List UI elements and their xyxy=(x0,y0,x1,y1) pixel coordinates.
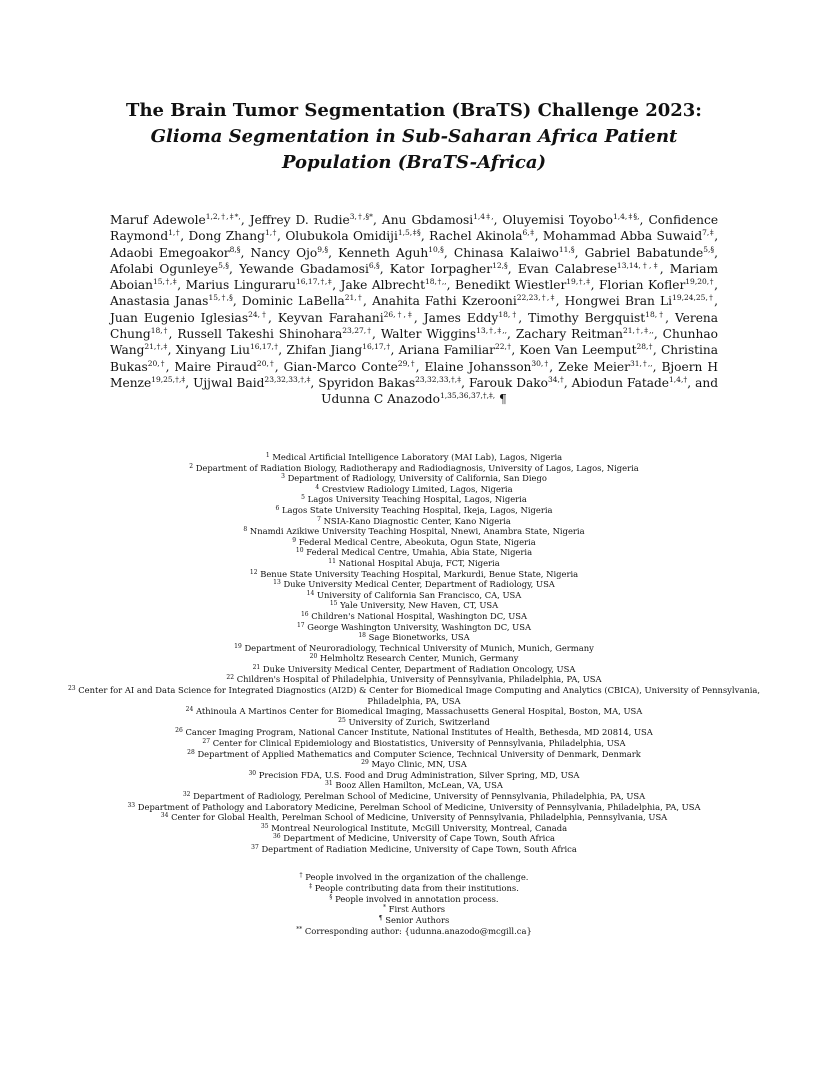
author-affiliation-marks: 16,17,† xyxy=(362,342,391,352)
author-affiliation-marks: 1,4,† xyxy=(669,374,688,384)
affiliation-number: 1 xyxy=(265,452,270,459)
affiliation-item xyxy=(60,674,768,685)
author-affiliation-marks: 18,† xyxy=(498,309,519,319)
author-entry xyxy=(110,246,241,260)
affiliation-number: 3 xyxy=(281,473,285,481)
author-name: Elaine Johansson xyxy=(424,359,532,374)
affiliation-item xyxy=(60,569,768,580)
affiliation-number: 5 xyxy=(301,494,305,502)
author-affiliation-marks: 12,§ xyxy=(492,260,508,270)
affiliation-number: 2 xyxy=(189,462,194,470)
footnote-text: Corresponding author: {udunna.anazodo@mcgill.ca} xyxy=(304,925,532,936)
affiliation-item xyxy=(60,547,768,558)
author-name: Timothy Bergquist xyxy=(528,310,646,325)
affiliation-text: Montreal Neurological Institute, McGill University, Montreal, Canada xyxy=(271,822,568,833)
affiliation-number: 17 xyxy=(296,621,305,629)
author-name: Afolabi Ogunleye xyxy=(110,261,219,276)
affiliation-text: Department of Radiation Medicine, University of Cape Town, South Africa xyxy=(261,843,577,854)
affiliation-item xyxy=(60,473,768,484)
affiliation-number: 13 xyxy=(273,579,281,587)
affiliation-text: George Washington University, Washington DC, USA xyxy=(307,621,531,632)
author-name: Kenneth Aguh xyxy=(338,245,429,260)
author-affiliation-marks: 5,§ xyxy=(218,260,230,270)
author-affiliation-marks: 8,§ xyxy=(229,244,241,254)
author-name: Udunna C Anazodo xyxy=(321,392,440,407)
author-name: Chinasa Kalaiwo xyxy=(453,245,559,260)
affiliation-number: 19 xyxy=(234,642,242,650)
author-entry xyxy=(390,262,508,276)
footnote-item xyxy=(160,915,668,926)
affiliation-item xyxy=(60,611,768,622)
author-entry xyxy=(341,278,447,292)
footnote-mark: ¶ xyxy=(378,915,383,923)
author-entry xyxy=(572,376,688,390)
author-name: James Eddy xyxy=(423,310,499,325)
affiliation-number: 18 xyxy=(358,632,366,640)
affiliation-item xyxy=(60,494,768,505)
footnote-text: First Authors xyxy=(388,904,446,915)
affiliation-list xyxy=(60,452,768,855)
author-affiliation-marks: 1,† xyxy=(264,228,277,238)
affiliation-number: 32 xyxy=(182,791,191,798)
author-entry xyxy=(503,213,640,227)
affiliation-text: Center for Clinical Epidemiology and Biostatistics, University of Pennsylvania, Philadelphia, USA xyxy=(212,738,626,749)
author-entry xyxy=(425,360,550,374)
affiliation-text: Cancer Imaging Program, National Cancer Institute, National Institutes of Health, Bethesda, MD 20814, USA xyxy=(185,727,653,738)
author-affiliation-marks: 6,‡ xyxy=(522,228,535,238)
author-entry xyxy=(382,213,494,227)
affiliation-item xyxy=(60,727,768,738)
author-name: Dong Zhang xyxy=(188,229,265,244)
affiliation-number: 25 xyxy=(338,716,346,724)
author-entry xyxy=(250,213,373,227)
author-affiliation-marks: 23,27,† xyxy=(342,326,373,336)
author-entry xyxy=(469,376,564,390)
author-affiliation-marks: 18,† xyxy=(150,326,169,336)
affiliation-text: Center for AI and Data Science for Integrated Diagnostics (AI2D) & Center for Biomedical Image Computing and Analytics (CBICA), University of Pennsylvania, Philadelphia, PA, USA xyxy=(78,685,761,706)
author-entry xyxy=(193,376,310,390)
footnote-item xyxy=(160,872,668,883)
affiliation-item xyxy=(60,600,768,611)
affiliation-item xyxy=(60,812,768,823)
title-main-line: The Brain Tumor Segmentation (BraTS) Challenge 2023: xyxy=(126,100,702,121)
author-name: Adaobi Emegoakor xyxy=(110,245,230,260)
author-affiliation-marks: 1,† xyxy=(168,228,181,238)
affiliation-text: Department of Radiology, University of California, San Diego xyxy=(287,473,547,484)
author-affiliation-marks: 20,† xyxy=(256,358,275,368)
author-affiliation-marks: 19,†,‡ xyxy=(566,277,591,287)
affiliation-item xyxy=(60,632,768,643)
author-affiliation-marks: 16,17,†,‡ xyxy=(296,277,333,287)
author-entry xyxy=(110,311,268,325)
affiliation-text: Duke University Medical Center, Department of Radiology, USA xyxy=(283,579,555,590)
affiliation-item xyxy=(60,653,768,664)
author-affiliation-marks: 24,† xyxy=(248,309,268,319)
author-entry xyxy=(528,311,665,325)
author-affiliation-marks: 18,† xyxy=(645,309,666,319)
affiliation-text: NSIA-Kano Diagnostic Center, Kano Nigeria xyxy=(323,515,511,526)
author-name: Kator Iorpagher xyxy=(389,261,493,276)
author-entry xyxy=(239,262,380,276)
senior-author-mark: ¶ xyxy=(499,392,507,407)
author-affiliation-marks: 16,17,† xyxy=(250,342,279,352)
author-entry xyxy=(424,311,518,325)
affiliation-item xyxy=(60,717,768,728)
affiliation-number: 20 xyxy=(309,653,318,661)
author-entry xyxy=(321,392,495,406)
author-affiliation-marks: 28,† xyxy=(636,342,653,352)
author-entry xyxy=(176,343,279,357)
author-name: Juan Eugenio Iglesias xyxy=(110,310,249,325)
affiliation-number: 6 xyxy=(275,504,280,512)
author-affiliation-marks: 1,4‡, xyxy=(473,212,494,221)
author-affiliation-marks: 29,† xyxy=(397,358,416,368)
footnote-item xyxy=(160,894,668,905)
author-list: Maruf Adewole$^{1,2,\dagger,\ddagger*,}$, Jeffrey D. Rudie$^{3,\dagger,\S*}$, Anu Gbdamosi$^{1,4\ddagger,}$, Oluyemisi Toyobo$^{1,4,\ddagger\S,}$, Confidence Raymond$^{1,\dagger}$, Dong Zhang$^{1,\dagger}$, Olubukola Omidiji$^{1,5,\ddagger\S}$, Rachel Akinola$^{6,\ddagger}$, Mohammad Abba Suwaid$^{7,\ddagger}$, Adaobi Emegoakor$^{8,\S}$, Nancy Ojo$^{9,\S}$, Kenneth Aguh$^{10,\S}$, Chinasa Kalaiwo$^{11,\S}$, Gabriel Babatunde$^{5,\S}$, Afolabi Ogunleye$^{5,\S}$, Yewande Gbadamosi$^{6,\S}$, Kator Iorpagher$^{12,\S}$, Evan Calabrese$^{13,14,\dagger,\ddagger}$, Mariam Aboian$^{15,\dagger,\ddagger}$, Marius Linguraru$^{16,17,\dagger,\ddagger}$, Jake Albrecht$^{18,\dagger,,}$, Benedikt Wiestler$^{19,\dagger,\ddagger}$, Florian Kofler$^{19,20,\dagger}$, Anastasia Janas$^{15,\dagger,\S}$, Dominic LaBella$^{21,\dagger}$, Anahita Fathi Kzerooni$^{22,23,\dagger,\ddagger}$, Hongwei Bran $Li^{19,24,25,\dagger}$, Juan Eugenio Iglesias$^{24,\dagger}$, Keyvan Farahani$^{26,\dagger,\ddagger}$, James Eddy$^{18,\dagger}$, Timothy Bergquist$^{18,\dagger}$, Verena Chung$^{18,\dagger}$, Russell Takeshi Shinohara$^{23,27,\dagger}$, Walter Wiggins$^{13,\dagger,\ddagger,,}$, Zachary Reitman$^{21,\dagger,\ddagger,,}$, Chunhao Wang$^{21,\dagger,\ddagger}$, Xinyang Liu$^{16,17,\dagger}$, Zhifan Jiang$^{16,17,\dagger}$, Ariana Familiar$^{22,\dagger}$, Koen Van Leemput$^{28,\dagger}$, Christina Bukas$^{20,\dagger}$, Maire Piraud$^{20,\dagger}$, Gian-Marco Conte$^{29,\dagger}$, Elaine Johansson$^{30,\dagger}$, Zeke Meier$^{31,\dagger,,}$, Bjoern H Menze$^{19,25,\dagger,\ddagger}$, Ujjwal Baid$^{23,32,33,\dagger,\ddagger}$, Spyridon Bakas$^{23,32,33,\dagger,\ddagger}$, Farouk Dako$^{34,\dagger}$, Abiodun Fatade$^{1,4,\dagger}$, and Udunna C Anazodo$^{1,35,36,37,\dagger,\ddagger,}$ ¶ xyxy=(110,212,719,407)
affiliation-text: Federal Medical Centre, Abeokuta, Ogun State, Nigeria xyxy=(298,536,536,547)
affiliation-text: Department of Medicine, University of Cape Town, South Africa xyxy=(283,833,555,844)
affiliation-text: Nnamdi Azikiwe University Teaching Hospital, Nnewi, Anambra State, Nigeria xyxy=(249,526,585,537)
author-name: Gian-Marco Conte xyxy=(283,359,398,374)
author-affiliation-marks: 31,†,, xyxy=(629,358,653,368)
affiliation-item xyxy=(60,526,768,537)
author-affiliation-marks: 20,† xyxy=(147,358,166,368)
author-entry xyxy=(174,360,274,374)
author-name: Evan Calabrese xyxy=(517,261,617,276)
author-entry xyxy=(454,246,575,260)
affiliation-item xyxy=(60,844,768,855)
footnote-text: People involved in the organization of the challenge. xyxy=(305,872,529,882)
affiliation-item xyxy=(60,537,768,548)
author-affiliation-marks: 30,† xyxy=(531,358,550,368)
affiliation-text: Federal Medical Centre, Umahia, Abia State, Nigeria xyxy=(306,547,533,558)
affiliation-number: 28 xyxy=(187,748,195,756)
affiliation-item xyxy=(60,622,768,633)
affiliation-number: 24 xyxy=(185,706,194,714)
author-name: Benedikt Wiestler xyxy=(455,278,567,293)
author-entry xyxy=(284,360,416,374)
footnote-text: Senior Authors xyxy=(385,915,450,926)
author-name: Gabriel Babatunde xyxy=(584,245,704,260)
author-affiliation-marks: 13,14,†,‡ xyxy=(616,260,660,270)
author-name: Dominic LaBella xyxy=(241,294,345,309)
affiliation-text: Sage Bionetworks, USA xyxy=(368,632,470,643)
author-affiliation-marks: 15,†,‡ xyxy=(152,277,178,287)
affiliation-text: Booz Allen Hamilton, McLean, VA, USA xyxy=(335,780,503,791)
author-entry xyxy=(455,278,591,292)
footnote-mark: ‡ xyxy=(309,882,313,890)
author-entry xyxy=(338,246,444,260)
author-entry xyxy=(381,327,507,341)
author-name: Russell Takeshi Shinohara xyxy=(177,327,343,342)
author-entry xyxy=(558,360,653,374)
affiliation-item xyxy=(60,516,768,527)
affiliation-number: 35 xyxy=(260,822,269,830)
footnote-mark: * xyxy=(382,904,386,912)
author-affiliation-marks: 5,§ xyxy=(703,244,715,254)
affiliation-text: Precision FDA, U.S. Food and Drug Administration, Silver Spring, MD, USA xyxy=(258,769,580,780)
affiliation-number: 14 xyxy=(306,589,315,597)
author-affiliation-marks: 19,25,†,‡ xyxy=(151,374,186,384)
author-name: Verena Chung xyxy=(110,310,719,342)
affiliation-item xyxy=(60,833,768,844)
affiliation-text: Medical Artificial Intelligence Laboratory (MAI Lab), Lagos, Nigeria xyxy=(272,452,563,462)
author-affiliation-marks: 34,† xyxy=(547,374,564,384)
footnote-mark: § xyxy=(329,893,333,901)
author-entry xyxy=(599,278,714,292)
affiliation-text: Mayo Clinic, MN, USA xyxy=(371,759,467,770)
affiliation-item xyxy=(60,802,768,813)
paper-title xyxy=(100,98,728,176)
affiliation-text: Department of Pathology and Laboratory Medicine, Perelman School of Medicine, University of Pennsylvania, Philadelphia, PA, USA xyxy=(137,801,701,812)
affiliation-item xyxy=(60,664,768,675)
author-affiliation-marks: 21,†,‡,, xyxy=(623,326,654,336)
affiliation-item xyxy=(60,780,768,791)
affiliation-text: Lagos University Teaching Hospital, Lagos, Nigeria xyxy=(307,494,527,505)
author-affiliation-marks: 21,† xyxy=(344,293,364,303)
author-name: Anahita Fathi Kzerooni xyxy=(372,294,517,309)
author-affiliation-marks: 11,§ xyxy=(558,244,575,254)
affiliation-text: Helmholtz Research Center, Munich, Germany xyxy=(319,653,519,664)
affiliation-number: 34 xyxy=(160,812,169,820)
author-entry xyxy=(110,262,229,276)
author-entry xyxy=(519,343,652,357)
author-affiliation-marks: 1,2,†,‡*, xyxy=(205,212,241,221)
author-affiliation-marks: 19,20,† xyxy=(685,277,715,287)
author-entry xyxy=(565,294,714,308)
affiliation-number: 15 xyxy=(329,600,338,608)
affiliation-number: 22 xyxy=(226,674,235,682)
affiliation-item xyxy=(60,505,768,516)
author-affiliation-marks: 18,†,, xyxy=(424,277,447,287)
author-affiliation-marks: 22,23,†,‡ xyxy=(516,293,556,303)
author-affiliation-marks: 23,32,33,†,‡ xyxy=(264,374,311,384)
footnote-mark: † xyxy=(299,872,303,879)
author-affiliation-marks: 26,†,‡ xyxy=(383,309,414,319)
affiliation-number: 33 xyxy=(127,801,136,809)
author-entry xyxy=(318,376,461,390)
footnote-legend xyxy=(160,872,668,937)
affiliation-item xyxy=(60,759,768,770)
author-name: Abiodun Fatade xyxy=(571,375,670,390)
affiliation-text: Athinoula A Martinos Center for Biomedical Imaging, Massachusetts General Hospital, Boston, MA, USA xyxy=(195,706,643,717)
affiliation-number: 26 xyxy=(175,727,183,735)
author-name: Ariana Familiar xyxy=(398,343,495,358)
affiliation-number: 36 xyxy=(272,833,281,841)
affiliation-item xyxy=(60,463,768,474)
affiliation-number: 9 xyxy=(292,536,297,544)
affiliation-item xyxy=(60,706,768,717)
author-entry xyxy=(177,327,372,341)
affiliation-number: 8 xyxy=(243,526,248,534)
author-name: Bjoern H Menze xyxy=(110,359,718,390)
affiliation-item xyxy=(60,590,768,601)
author-name: Jeffrey D. Rudie xyxy=(249,213,350,227)
footnote-item xyxy=(160,926,668,937)
affiliation-item xyxy=(60,749,768,760)
author-name: Olubukola Omidiji xyxy=(285,229,398,244)
author-name: Zachary Reitman xyxy=(515,327,623,342)
author-entry xyxy=(518,262,660,276)
author-name: Anastasia Janas xyxy=(110,294,209,309)
affiliation-number: 21 xyxy=(252,663,261,671)
author-affiliation-marks: 1,5,‡§ xyxy=(397,228,421,238)
author-entry xyxy=(585,246,715,260)
author-name: Maire Piraud xyxy=(174,359,257,374)
affiliation-number: 29 xyxy=(361,759,369,767)
affiliation-item xyxy=(60,558,768,569)
affiliation-number: 10 xyxy=(295,547,304,555)
affiliation-text: Lagos State University Teaching Hospital, Ikeja, Lagos, Nigeria xyxy=(282,504,553,515)
author-affiliation-marks: 7,‡ xyxy=(702,228,715,238)
affiliation-item xyxy=(60,770,768,781)
affiliation-item xyxy=(60,579,768,590)
author-affiliation-marks: 1,4,‡§, xyxy=(612,212,640,221)
author-entry xyxy=(189,229,277,243)
affiliation-item xyxy=(60,738,768,749)
author-entry xyxy=(399,343,512,357)
affiliation-number: 11 xyxy=(328,557,336,565)
author-affiliation-marks: 22,† xyxy=(494,342,512,352)
author-name: Marius Linguraru xyxy=(185,278,296,293)
affiliation-item xyxy=(60,791,768,802)
author-name: Hongwei Bran Li xyxy=(564,294,673,309)
author-name: Rachel Akinola xyxy=(429,229,523,244)
footnote-item xyxy=(160,904,668,915)
affiliation-text: Children's National Hospital, Washington DC, USA xyxy=(311,610,528,621)
affiliation-text: Yale University, New Haven, CT, USA xyxy=(340,600,499,611)
author-name: Walter Wiggins xyxy=(380,327,477,342)
author-name: Florian Kofler xyxy=(598,278,686,293)
author-affiliation-marks: 1,35,36,37,†,‡, xyxy=(439,391,496,401)
affiliation-number: 16 xyxy=(300,610,309,618)
affiliation-text: Crestview Radiology Limited, Lagos, Nigeria xyxy=(321,483,513,494)
author-entry xyxy=(242,294,363,308)
author-name: Farouk Dako xyxy=(468,375,548,390)
author-entry xyxy=(186,278,333,292)
author-name: Nancy Ojo xyxy=(250,245,318,260)
author-affiliation-marks: 9,§ xyxy=(317,244,329,254)
author-name: Maruf Adewole xyxy=(110,213,206,227)
affiliation-number: 30 xyxy=(248,769,257,777)
affiliation-number: 4 xyxy=(315,483,320,491)
author-name: Koen Van Leemput xyxy=(519,343,637,358)
author-name: Xinyang Liu xyxy=(175,343,250,358)
author-entry xyxy=(429,229,534,243)
author-affiliation-marks: 6,§ xyxy=(368,260,380,270)
author-affiliation-marks: 3,†,§* xyxy=(349,212,373,221)
affiliation-number: 31 xyxy=(325,780,333,788)
author-entry xyxy=(516,327,654,341)
author-entry xyxy=(251,246,329,260)
author-entry xyxy=(286,343,390,357)
affiliation-text: Department of Applied Mathematics and Computer Science, Technical University of Denmark, Denmark xyxy=(197,748,641,759)
footnote-item xyxy=(160,883,668,894)
author-name: Mohammad Abba Suwaid xyxy=(542,229,703,244)
affiliation-text: University of Zurich, Switzerland xyxy=(348,716,490,727)
author-name: Yewande Gbadamosi xyxy=(239,261,369,276)
affiliation-item xyxy=(60,685,768,706)
footnote-mark: ** xyxy=(296,925,303,933)
affiliation-text: Department of Neuroradiology, Technical University of Munich, Munich, Germany xyxy=(244,642,594,653)
affiliation-text: Benue State University Teaching Hospital, Markurdi, Benue State, Nigeria xyxy=(260,568,579,579)
affiliation-text: Children's Hospital of Philadelphia, University of Pennsylvania, Philadelphia, PA, USA xyxy=(236,674,602,685)
author-entry xyxy=(110,294,233,308)
affiliation-number: 37 xyxy=(251,843,259,851)
author-name: Keyvan Farahani xyxy=(277,310,384,325)
author-entry xyxy=(372,294,556,308)
affiliation-number: 7 xyxy=(317,515,321,523)
author-name: Spyridon Bakas xyxy=(318,375,416,390)
author-affiliation-marks: 10,§ xyxy=(428,244,444,254)
affiliation-text: Center for Global Health, Perelman School of Medicine, University of Pennsylvania, Philadelphia, Pennsylvania, USA xyxy=(171,812,668,823)
author-entry xyxy=(278,311,414,325)
author-affiliation-marks: 15,†,§ xyxy=(208,293,233,303)
author-entry xyxy=(285,229,421,243)
affiliation-item xyxy=(60,823,768,834)
affiliation-item xyxy=(60,484,768,495)
author-name: Confidence Raymond xyxy=(110,213,719,244)
affiliation-text: Duke University Medical Center, Department of Radiation Oncology, USA xyxy=(262,663,576,674)
affiliation-text: Department of Radiology, Perelman School of Medicine, University of Pennsylvania, Philadelphia, PA, USA xyxy=(193,791,646,801)
author-name: Zeke Meier xyxy=(558,359,630,374)
author-affiliation-marks: 21,†,‡ xyxy=(144,342,168,352)
author-affiliation-marks: 13,†,‡,, xyxy=(476,326,507,336)
title-subtitle: Glioma Segmentation in Sub-Saharan Africa Patient Population (BraTS-Africa) xyxy=(150,126,678,173)
author-name: Ujjwal Baid xyxy=(193,375,265,390)
author-affiliation-marks: 19,24,25,† xyxy=(672,293,715,303)
author-entry xyxy=(110,213,241,227)
affiliation-number: 23 xyxy=(67,685,76,693)
affiliation-number: 27 xyxy=(202,738,211,746)
author-name: Mariam Aboian xyxy=(110,261,719,293)
author-affiliation-marks: 23,32,33,†,‡ xyxy=(415,374,462,384)
affiliation-text: Department of Radiation Biology, Radiotherapy and Radiodiagnosis, University of Lagos, Lagos, Nigeria xyxy=(195,462,639,473)
author-and-conjunction: and xyxy=(695,375,719,390)
author-name: Christina Bukas xyxy=(110,343,719,374)
affiliation-number: 12 xyxy=(249,568,258,576)
affiliation-item xyxy=(60,452,768,463)
footnote-text: People involved in annotation process. xyxy=(335,893,499,904)
author-name: Jake Albrecht xyxy=(340,278,425,293)
author-name: Zhifan Jiang xyxy=(286,343,363,358)
affiliation-text: National Hospital Abuja, FCT, Nigeria xyxy=(338,557,500,568)
author-entry xyxy=(543,229,714,243)
affiliation-item xyxy=(60,643,768,654)
footnote-text: People contributing data from their institutions. xyxy=(314,882,519,893)
author-name: Chunhao Wang xyxy=(110,327,718,358)
author-name: Oluyemisi Toyobo xyxy=(502,213,613,227)
affiliation-text: University of California San Francisco, CA, USA xyxy=(316,589,522,600)
author-name: Anu Gbdamosi xyxy=(381,213,474,227)
